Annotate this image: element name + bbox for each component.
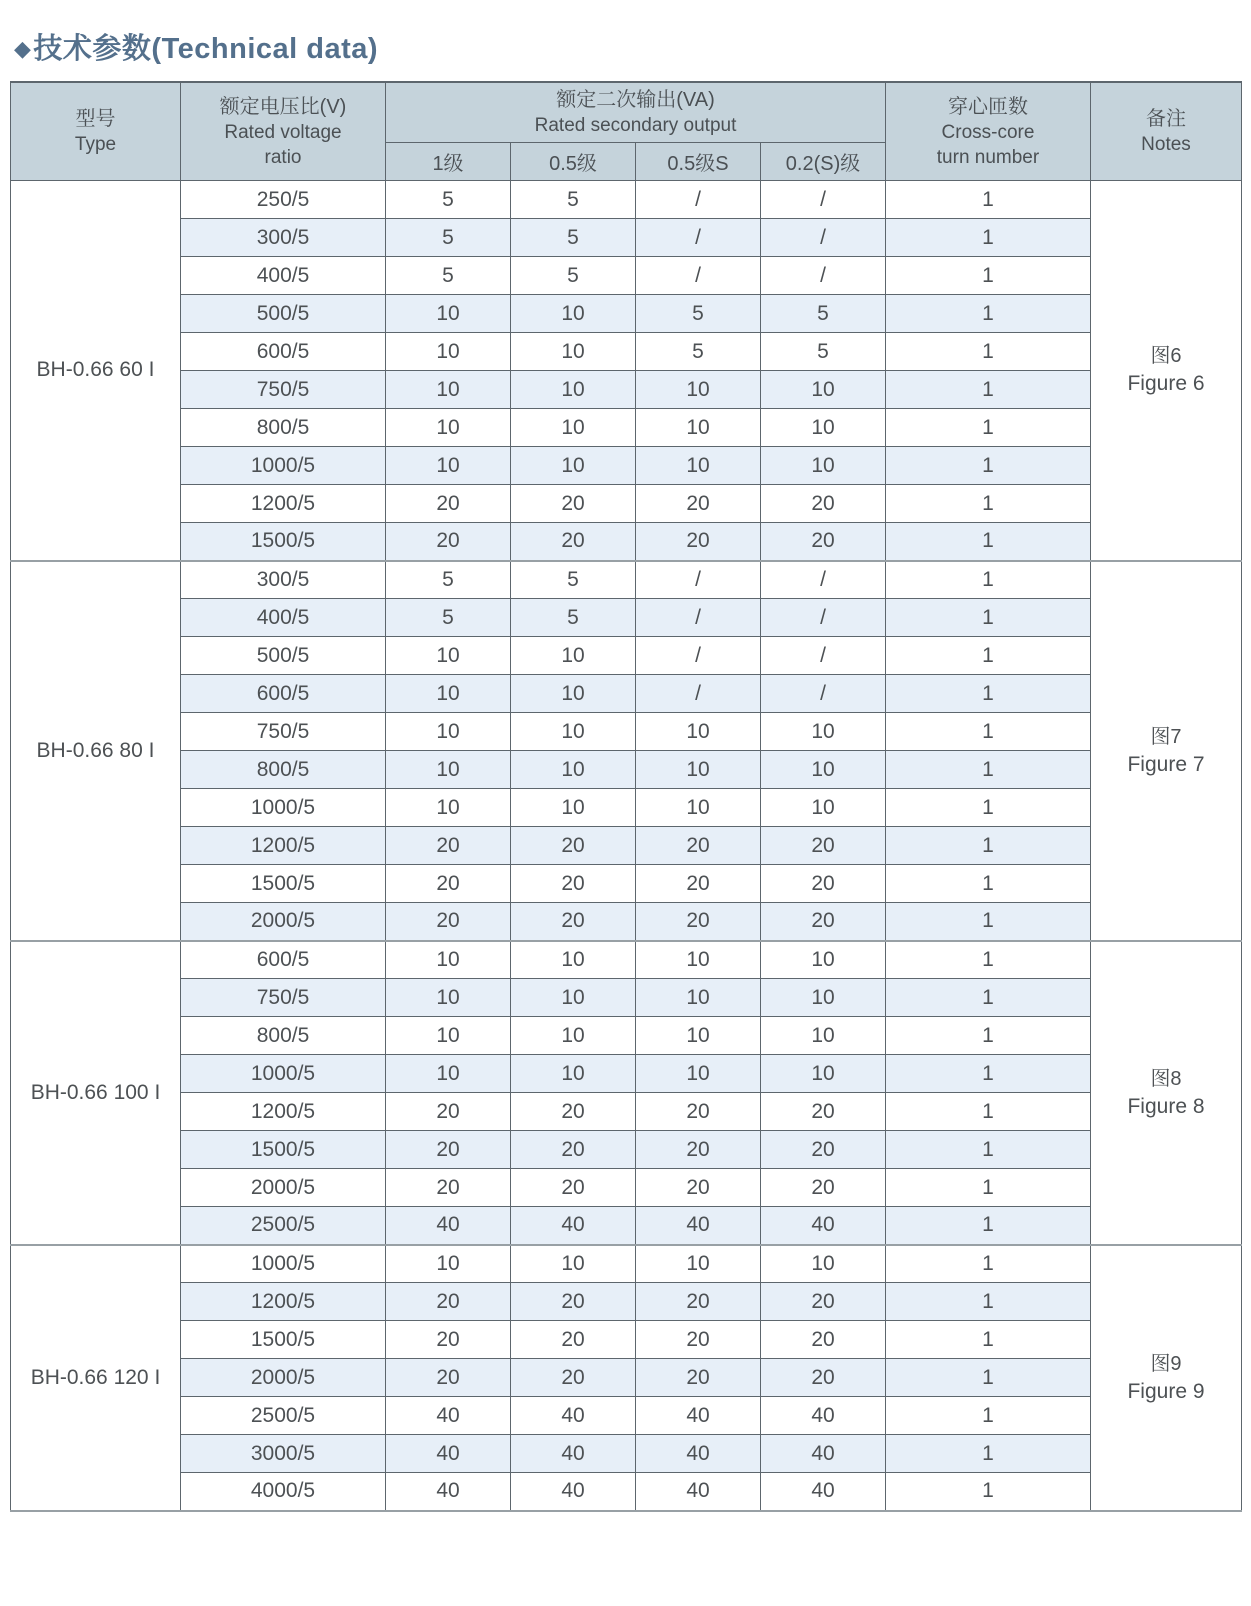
turns-cell: 1 xyxy=(886,1245,1091,1283)
turns-cell: 1 xyxy=(886,979,1091,1017)
turns-cell: 1 xyxy=(886,827,1091,865)
ratio-cell: 1000/5 xyxy=(181,447,386,485)
diamond-bullet-icon: ◆ xyxy=(14,36,32,61)
output-class02s-cell: 20 xyxy=(761,865,886,903)
header-turns-en2: turn number xyxy=(936,146,1040,168)
output-class02s-cell: 40 xyxy=(761,1435,886,1473)
header-ratio-en1: Rated voltage xyxy=(224,121,342,143)
header-type-zh: 型号 xyxy=(75,108,116,130)
technical-data-table xyxy=(10,81,1242,1512)
turns-cell: 1 xyxy=(886,1131,1091,1169)
header-notes-en: Notes xyxy=(1141,134,1191,155)
turns-cell: 1 xyxy=(886,1055,1091,1093)
header-class-05: 0.5级 xyxy=(511,143,636,181)
output-class02s-cell: 20 xyxy=(761,1283,886,1321)
output-class1-cell: 10 xyxy=(386,789,511,827)
ratio-cell: 4000/5 xyxy=(181,1473,386,1511)
table-row xyxy=(11,1283,1242,1321)
output-class05s-cell: 10 xyxy=(636,409,761,447)
output-class02s-cell: / xyxy=(761,675,886,713)
output-class05-cell: 20 xyxy=(511,865,636,903)
table-row xyxy=(11,485,1242,523)
note-cell xyxy=(1091,181,1242,561)
output-class05s-cell: 20 xyxy=(636,1093,761,1131)
table-header xyxy=(11,82,1242,181)
table-row xyxy=(11,941,1242,979)
turns-cell: 1 xyxy=(886,409,1091,447)
turns-cell: 1 xyxy=(886,675,1091,713)
output-class05s-cell: 20 xyxy=(636,1283,761,1321)
output-class1-cell: 20 xyxy=(386,903,511,941)
table-row xyxy=(11,637,1242,675)
table-row xyxy=(11,257,1242,295)
header-ratio-en2: ratio xyxy=(264,146,302,168)
table-row xyxy=(11,1207,1242,1245)
output-class1-cell: 20 xyxy=(386,865,511,903)
output-class05-cell: 10 xyxy=(511,1017,636,1055)
turns-cell: 1 xyxy=(886,1017,1091,1055)
output-class05s-cell: 10 xyxy=(636,979,761,1017)
turns-cell: 1 xyxy=(886,637,1091,675)
header-turns xyxy=(886,82,1091,181)
ratio-cell: 600/5 xyxy=(181,941,386,979)
output-class05-cell: 10 xyxy=(511,713,636,751)
output-class05s-cell: / xyxy=(636,675,761,713)
output-class05s-cell: 5 xyxy=(636,333,761,371)
turns-cell: 1 xyxy=(886,789,1091,827)
output-class05-cell: 10 xyxy=(511,371,636,409)
output-class02s-cell: 10 xyxy=(761,1245,886,1283)
output-class05s-cell: 20 xyxy=(636,827,761,865)
header-output-zh: 额定二次输出(VA) xyxy=(556,89,715,111)
output-class05-cell: 20 xyxy=(511,1131,636,1169)
note-figure-en: Figure 8 xyxy=(1127,1094,1205,1118)
ratio-cell: 400/5 xyxy=(181,599,386,637)
ratio-cell: 1200/5 xyxy=(181,1093,386,1131)
table-row xyxy=(11,865,1242,903)
note-figure-en: Figure 6 xyxy=(1127,372,1205,396)
output-class1-cell: 10 xyxy=(386,409,511,447)
note-figure-zh: 图7 xyxy=(1150,725,1182,748)
header-type-en: Type xyxy=(74,134,117,155)
ratio-cell: 2000/5 xyxy=(181,903,386,941)
turns-cell: 1 xyxy=(886,903,1091,941)
output-class05-cell: 20 xyxy=(511,1169,636,1207)
ratio-cell: 1500/5 xyxy=(181,865,386,903)
output-class05s-cell: / xyxy=(636,599,761,637)
table-row xyxy=(11,1245,1242,1283)
output-class05s-cell: 20 xyxy=(636,1169,761,1207)
output-class05-cell: 40 xyxy=(511,1397,636,1435)
output-class1-cell: 10 xyxy=(386,713,511,751)
table-row xyxy=(11,675,1242,713)
output-class05s-cell: 10 xyxy=(636,447,761,485)
turns-cell: 1 xyxy=(886,1435,1091,1473)
output-class05-cell: 5 xyxy=(511,561,636,599)
turns-cell: 1 xyxy=(886,599,1091,637)
output-class05-cell: 20 xyxy=(511,1359,636,1397)
output-class1-cell: 5 xyxy=(386,219,511,257)
ratio-cell: 800/5 xyxy=(181,409,386,447)
turns-cell: 1 xyxy=(886,371,1091,409)
output-class05-cell: 5 xyxy=(511,219,636,257)
ratio-cell: 2500/5 xyxy=(181,1397,386,1435)
table-row xyxy=(11,561,1242,599)
table-row xyxy=(11,219,1242,257)
output-class05s-cell: 10 xyxy=(636,1017,761,1055)
header-class-1: 1级 xyxy=(386,143,511,181)
output-class02s-cell: 20 xyxy=(761,1131,886,1169)
output-class02s-cell: 10 xyxy=(761,713,886,751)
turns-cell: 1 xyxy=(886,1093,1091,1131)
note-cell xyxy=(1091,1245,1242,1511)
table-row xyxy=(11,371,1242,409)
ratio-cell: 600/5 xyxy=(181,675,386,713)
output-class1-cell: 10 xyxy=(386,1055,511,1093)
ratio-cell: 750/5 xyxy=(181,371,386,409)
output-class1-cell: 20 xyxy=(386,523,511,561)
output-class02s-cell: 20 xyxy=(761,1359,886,1397)
header-output xyxy=(386,82,886,143)
turns-cell: 1 xyxy=(886,447,1091,485)
ratio-cell: 250/5 xyxy=(181,181,386,219)
table-row xyxy=(11,295,1242,333)
output-class02s-cell: 10 xyxy=(761,447,886,485)
output-class02s-cell: 20 xyxy=(761,1169,886,1207)
table-row xyxy=(11,979,1242,1017)
output-class05-cell: 20 xyxy=(511,827,636,865)
table-row xyxy=(11,523,1242,561)
output-class02s-cell: 10 xyxy=(761,409,886,447)
output-class05s-cell: 40 xyxy=(636,1207,761,1245)
turns-cell: 1 xyxy=(886,485,1091,523)
output-class05s-cell: 10 xyxy=(636,1245,761,1283)
output-class05s-cell: 10 xyxy=(636,789,761,827)
table-row xyxy=(11,1473,1242,1511)
ratio-cell: 600/5 xyxy=(181,333,386,371)
output-class02s-cell: 40 xyxy=(761,1473,886,1511)
output-class02s-cell: / xyxy=(761,561,886,599)
ratio-cell: 2000/5 xyxy=(181,1359,386,1397)
output-class05-cell: 10 xyxy=(511,409,636,447)
turns-cell: 1 xyxy=(886,751,1091,789)
output-class05s-cell: 10 xyxy=(636,371,761,409)
output-class05s-cell: 40 xyxy=(636,1473,761,1511)
table-row xyxy=(11,713,1242,751)
ratio-cell: 400/5 xyxy=(181,257,386,295)
ratio-cell: 300/5 xyxy=(181,561,386,599)
output-class05s-cell: 10 xyxy=(636,1055,761,1093)
model-cell: BH-0.66 120 I xyxy=(11,1245,181,1511)
turns-cell: 1 xyxy=(886,713,1091,751)
turns-cell: 1 xyxy=(886,1321,1091,1359)
output-class02s-cell: 10 xyxy=(761,751,886,789)
ratio-cell: 3000/5 xyxy=(181,1435,386,1473)
ratio-cell: 1000/5 xyxy=(181,1055,386,1093)
output-class02s-cell: 10 xyxy=(761,941,886,979)
turns-cell: 1 xyxy=(886,1473,1091,1511)
turns-cell: 1 xyxy=(886,1359,1091,1397)
table-row xyxy=(11,751,1242,789)
output-class02s-cell: / xyxy=(761,599,886,637)
output-class02s-cell: / xyxy=(761,181,886,219)
output-class1-cell: 20 xyxy=(386,485,511,523)
ratio-cell: 750/5 xyxy=(181,979,386,1017)
output-class05s-cell: 20 xyxy=(636,1359,761,1397)
output-class1-cell: 5 xyxy=(386,257,511,295)
note-figure-en: Figure 7 xyxy=(1127,752,1205,776)
output-class05s-cell: 20 xyxy=(636,485,761,523)
turns-cell: 1 xyxy=(886,333,1091,371)
output-class05-cell: 5 xyxy=(511,599,636,637)
header-notes-zh: 备注 xyxy=(1146,108,1186,130)
output-class1-cell: 10 xyxy=(386,675,511,713)
turns-cell: 1 xyxy=(886,1397,1091,1435)
output-class02s-cell: / xyxy=(761,219,886,257)
output-class1-cell: 10 xyxy=(386,295,511,333)
ratio-cell: 1000/5 xyxy=(181,789,386,827)
table-row xyxy=(11,1055,1242,1093)
output-class05-cell: 10 xyxy=(511,789,636,827)
output-class1-cell: 20 xyxy=(386,827,511,865)
output-class1-cell: 40 xyxy=(386,1397,511,1435)
header-ratio xyxy=(181,82,386,181)
turns-cell: 1 xyxy=(886,1283,1091,1321)
output-class02s-cell: 20 xyxy=(761,1321,886,1359)
output-class05-cell: 10 xyxy=(511,1055,636,1093)
note-figure-zh: 图8 xyxy=(1150,1067,1182,1090)
table-row xyxy=(11,333,1242,371)
output-class02s-cell: 20 xyxy=(761,1093,886,1131)
output-class05s-cell: 5 xyxy=(636,295,761,333)
turns-cell: 1 xyxy=(886,941,1091,979)
ratio-cell: 2500/5 xyxy=(181,1207,386,1245)
output-class05s-cell: / xyxy=(636,181,761,219)
output-class02s-cell: 40 xyxy=(761,1397,886,1435)
output-class02s-cell: 10 xyxy=(761,789,886,827)
header-class-02s: 0.2(S)级 xyxy=(761,143,886,181)
ratio-cell: 300/5 xyxy=(181,219,386,257)
table-row xyxy=(11,827,1242,865)
output-class02s-cell: 10 xyxy=(761,371,886,409)
output-class1-cell: 10 xyxy=(386,333,511,371)
ratio-cell: 1200/5 xyxy=(181,1283,386,1321)
output-class05-cell: 10 xyxy=(511,941,636,979)
output-class02s-cell: 10 xyxy=(761,979,886,1017)
output-class02s-cell: 5 xyxy=(761,295,886,333)
output-class05s-cell: 10 xyxy=(636,751,761,789)
output-class02s-cell: 10 xyxy=(761,1017,886,1055)
output-class05-cell: 10 xyxy=(511,637,636,675)
output-class05s-cell: 20 xyxy=(636,903,761,941)
output-class1-cell: 10 xyxy=(386,447,511,485)
table-row xyxy=(11,447,1242,485)
header-class-05s: 0.5级S xyxy=(636,143,761,181)
output-class1-cell: 10 xyxy=(386,979,511,1017)
note-figure-en: Figure 9 xyxy=(1127,1379,1205,1403)
output-class02s-cell: 40 xyxy=(761,1207,886,1245)
ratio-cell: 2000/5 xyxy=(181,1169,386,1207)
ratio-cell: 500/5 xyxy=(181,637,386,675)
output-class1-cell: 10 xyxy=(386,371,511,409)
output-class02s-cell: 20 xyxy=(761,523,886,561)
table-row xyxy=(11,1359,1242,1397)
table-row xyxy=(11,1435,1242,1473)
header-notes xyxy=(1091,82,1242,181)
output-class1-cell: 20 xyxy=(386,1131,511,1169)
output-class1-cell: 5 xyxy=(386,561,511,599)
table-row xyxy=(11,903,1242,941)
output-class02s-cell: / xyxy=(761,637,886,675)
output-class05-cell: 10 xyxy=(511,333,636,371)
output-class05-cell: 10 xyxy=(511,1245,636,1283)
output-class1-cell: 10 xyxy=(386,1017,511,1055)
ratio-cell: 750/5 xyxy=(181,713,386,751)
ratio-cell: 1500/5 xyxy=(181,1131,386,1169)
output-class05s-cell: 20 xyxy=(636,523,761,561)
model-cell: BH-0.66 80 I xyxy=(11,561,181,941)
note-figure-zh: 图9 xyxy=(1150,1352,1182,1375)
turns-cell: 1 xyxy=(886,181,1091,219)
output-class05s-cell: / xyxy=(636,219,761,257)
table-row xyxy=(11,789,1242,827)
table-row xyxy=(11,181,1242,219)
output-class05-cell: 40 xyxy=(511,1207,636,1245)
model-cell: BH-0.66 100 I xyxy=(11,941,181,1245)
output-class05s-cell: / xyxy=(636,637,761,675)
header-output-en: Rated secondary output xyxy=(534,115,737,136)
turns-cell: 1 xyxy=(886,1207,1091,1245)
output-class05s-cell: / xyxy=(636,561,761,599)
turns-cell: 1 xyxy=(886,561,1091,599)
turns-cell: 1 xyxy=(886,865,1091,903)
table-row xyxy=(11,1169,1242,1207)
output-class05-cell: 10 xyxy=(511,751,636,789)
output-class1-cell: 20 xyxy=(386,1359,511,1397)
output-class1-cell: 40 xyxy=(386,1473,511,1511)
output-class05s-cell: 10 xyxy=(636,941,761,979)
output-class1-cell: 40 xyxy=(386,1207,511,1245)
output-class05-cell: 5 xyxy=(511,181,636,219)
ratio-cell: 500/5 xyxy=(181,295,386,333)
output-class02s-cell: 20 xyxy=(761,827,886,865)
turns-cell: 1 xyxy=(886,219,1091,257)
output-class05s-cell: 10 xyxy=(636,713,761,751)
output-class1-cell: 20 xyxy=(386,1169,511,1207)
ratio-cell: 800/5 xyxy=(181,1017,386,1055)
output-class1-cell: 20 xyxy=(386,1093,511,1131)
output-class05-cell: 20 xyxy=(511,1283,636,1321)
output-class05-cell: 10 xyxy=(511,447,636,485)
ratio-cell: 1500/5 xyxy=(181,523,386,561)
output-class05-cell: 5 xyxy=(511,257,636,295)
turns-cell: 1 xyxy=(886,523,1091,561)
output-class05s-cell: 20 xyxy=(636,865,761,903)
note-cell xyxy=(1091,941,1242,1245)
output-class05s-cell: 20 xyxy=(636,1131,761,1169)
ratio-cell: 800/5 xyxy=(181,751,386,789)
page-title-text: 技术参数(Technical data) xyxy=(33,33,379,65)
output-class05-cell: 20 xyxy=(511,523,636,561)
header-type xyxy=(11,82,181,181)
output-class1-cell: 10 xyxy=(386,637,511,675)
table-row xyxy=(11,1397,1242,1435)
table-row xyxy=(11,1093,1242,1131)
output-class05-cell: 20 xyxy=(511,1093,636,1131)
output-class02s-cell: 10 xyxy=(761,1055,886,1093)
output-class05-cell: 10 xyxy=(511,675,636,713)
output-class1-cell: 10 xyxy=(386,751,511,789)
table-row xyxy=(11,599,1242,637)
header-ratio-zh: 额定电压比(V) xyxy=(219,95,347,118)
output-class1-cell: 5 xyxy=(386,599,511,637)
model-cell: BH-0.66 60 I xyxy=(11,181,181,561)
output-class02s-cell: / xyxy=(761,257,886,295)
turns-cell: 1 xyxy=(886,1169,1091,1207)
table-row xyxy=(11,409,1242,447)
output-class05s-cell: 40 xyxy=(636,1397,761,1435)
output-class1-cell: 20 xyxy=(386,1283,511,1321)
note-cell xyxy=(1091,561,1242,941)
header-turns-en1: Cross-core xyxy=(941,121,1035,143)
ratio-cell: 1500/5 xyxy=(181,1321,386,1359)
output-class05-cell: 20 xyxy=(511,903,636,941)
ratio-cell: 1200/5 xyxy=(181,485,386,523)
table-row xyxy=(11,1017,1242,1055)
output-class05-cell: 10 xyxy=(511,979,636,1017)
output-class05-cell: 20 xyxy=(511,1321,636,1359)
output-class05-cell: 20 xyxy=(511,485,636,523)
page-title xyxy=(14,26,1251,67)
output-class05-cell: 40 xyxy=(511,1473,636,1511)
output-class02s-cell: 5 xyxy=(761,333,886,371)
output-class1-cell: 10 xyxy=(386,1245,511,1283)
table-row xyxy=(11,1131,1242,1169)
output-class1-cell: 20 xyxy=(386,1321,511,1359)
turns-cell: 1 xyxy=(886,257,1091,295)
output-class05s-cell: 40 xyxy=(636,1435,761,1473)
output-class02s-cell: 20 xyxy=(761,903,886,941)
output-class02s-cell: 20 xyxy=(761,485,886,523)
output-class05s-cell: / xyxy=(636,257,761,295)
output-class05-cell: 40 xyxy=(511,1435,636,1473)
output-class1-cell: 5 xyxy=(386,181,511,219)
turns-cell: 1 xyxy=(886,295,1091,333)
table-row xyxy=(11,1321,1242,1359)
output-class1-cell: 40 xyxy=(386,1435,511,1473)
output-class05-cell: 10 xyxy=(511,295,636,333)
header-turns-zh: 穿心匝数 xyxy=(948,95,1028,118)
output-class1-cell: 10 xyxy=(386,941,511,979)
ratio-cell: 1200/5 xyxy=(181,827,386,865)
note-figure-zh: 图6 xyxy=(1150,345,1182,368)
table-body xyxy=(11,181,1242,1511)
ratio-cell: 1000/5 xyxy=(181,1245,386,1283)
output-class05s-cell: 20 xyxy=(636,1321,761,1359)
